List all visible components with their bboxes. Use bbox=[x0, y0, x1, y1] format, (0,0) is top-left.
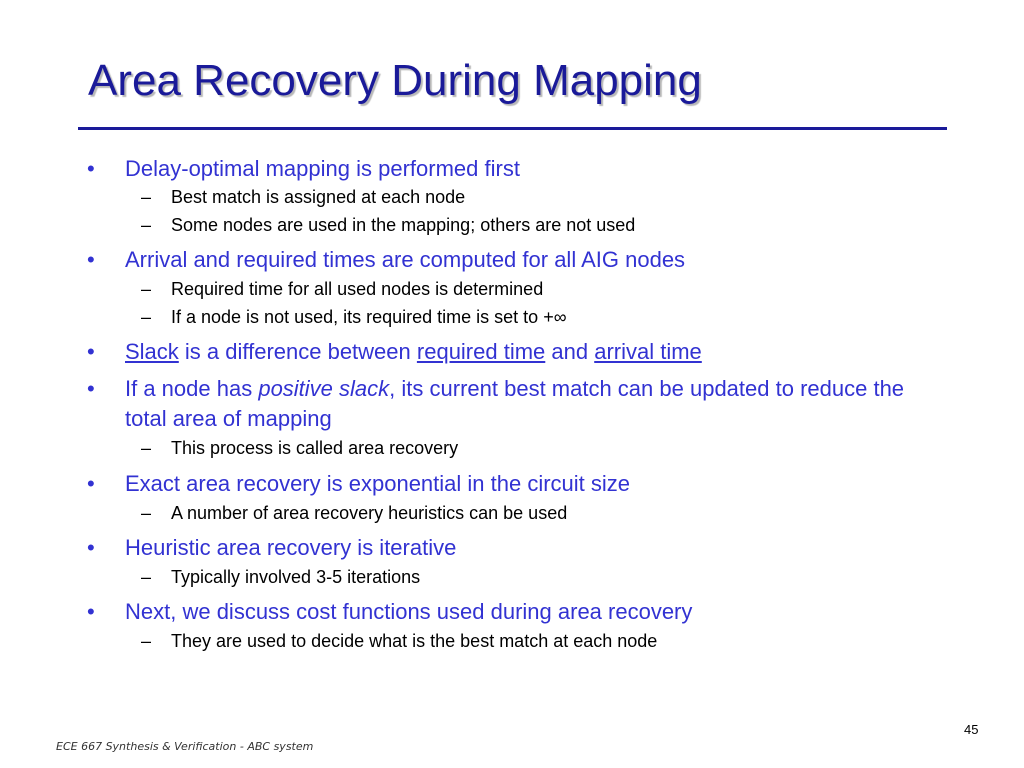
bullet-item bbox=[87, 337, 927, 367]
required-time-term-link[interactable]: required time bbox=[416, 339, 546, 364]
sub-bullet-item bbox=[141, 564, 941, 590]
sub-bullet-text: They are used to decide what is the best match at each node bbox=[171, 631, 658, 651]
sub-bullet-text: This process is called area recovery bbox=[171, 438, 459, 458]
sub-bullet-marker: – bbox=[141, 279, 152, 299]
bullet-item bbox=[87, 469, 927, 499]
bullet-marker: • bbox=[87, 247, 95, 272]
bullet-item bbox=[87, 533, 927, 563]
bullet-marker: • bbox=[87, 156, 95, 181]
bullet-text bbox=[125, 337, 927, 367]
bullet-marker: • bbox=[87, 599, 95, 624]
sub-bullet-item bbox=[141, 304, 941, 330]
bullet-marker: • bbox=[87, 376, 95, 401]
positive-slack-term: positive slack bbox=[258, 376, 390, 401]
bullet-item bbox=[87, 154, 927, 184]
sub-bullet-text: Typically involved 3-5 iterations bbox=[171, 567, 421, 587]
sub-bullet-text: Required time for all used nodes is determined bbox=[171, 279, 544, 299]
slide-footer: ECE 667 Synthesis & Verification - ABC system bbox=[56, 740, 314, 753]
sub-bullet-marker: – bbox=[141, 438, 152, 458]
sub-bullet-text: Some nodes are used in the mapping; others are not used bbox=[171, 215, 636, 235]
bullet-text bbox=[125, 374, 927, 434]
sub-bullet-item bbox=[141, 184, 941, 210]
bullet-text-segment: If a node has bbox=[125, 376, 259, 401]
title-underline-rule bbox=[78, 127, 947, 130]
bullet-text: Arrival and required times are computed for all AIG nodes bbox=[125, 247, 686, 272]
sub-bullet-item bbox=[141, 500, 941, 526]
bullet-text-segment: is a difference between bbox=[178, 339, 417, 364]
sub-bullet-marker: – bbox=[141, 631, 152, 651]
sub-bullet-item bbox=[141, 628, 941, 654]
bullet-text: Exact area recovery is exponential in the circuit size bbox=[125, 471, 631, 496]
bullet-item bbox=[87, 597, 927, 627]
bullet-text: Delay-optimal mapping is performed first bbox=[125, 156, 520, 181]
sub-bullet-text: If a node is not used, its required time is set to +∞ bbox=[171, 307, 567, 327]
sub-bullet-marker: – bbox=[141, 215, 152, 235]
sub-bullet-item bbox=[141, 435, 941, 461]
slack-term-link[interactable]: Slack bbox=[125, 339, 179, 364]
bullet-text: Heuristic area recovery is iterative bbox=[125, 535, 457, 560]
sub-bullet-marker: – bbox=[141, 503, 152, 523]
bullet-marker: • bbox=[87, 339, 95, 364]
sub-bullet-item bbox=[141, 276, 941, 302]
bullet-item bbox=[87, 245, 927, 275]
sub-bullet-text: A number of area recovery heuristics can be used bbox=[171, 503, 568, 523]
bullet-item bbox=[87, 374, 927, 434]
sub-bullet-marker: – bbox=[141, 567, 152, 587]
arrival-time-term-link[interactable]: arrival time bbox=[594, 339, 702, 364]
bullet-text-segment: and bbox=[545, 339, 595, 364]
bullet-text-segment: , its current best match can be updated to reduce the total area of mapping bbox=[125, 376, 905, 431]
bullet-text: Next, we discuss cost functions used during area recovery bbox=[125, 599, 693, 624]
sub-bullet-text: Best match is assigned at each node bbox=[171, 187, 466, 207]
page-number: 45 bbox=[964, 722, 979, 737]
sub-bullet-marker: – bbox=[141, 187, 152, 207]
slide-title: Area Recovery During Mapping bbox=[88, 56, 702, 105]
bullet-marker: • bbox=[87, 471, 95, 496]
sub-bullet-item bbox=[141, 212, 941, 238]
bullet-marker: • bbox=[87, 535, 95, 560]
sub-bullet-marker: – bbox=[141, 307, 152, 327]
